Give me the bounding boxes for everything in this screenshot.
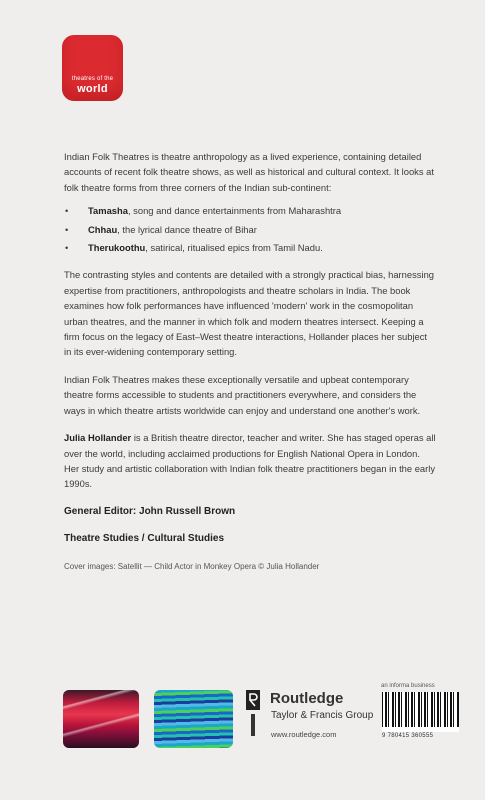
list-item bbox=[64, 240, 436, 255]
form-description: , satirical, ritualised epics from Tamil Nadu. bbox=[145, 242, 323, 254]
styles-paragraph: The contrasting styles and contents are detailed with a strongly practical bias, harnessing expertise from practitioners, anthropologists and theatre scholars in India. The book examines how folk performances have influenced 'modern' work in the cosmopolitan urban theatres, and the manner in which folk and modern theatres intersect. Keeping a firm focus on the legacy of East–West theatre interactions, Hollander places her subject in its ever-widening contemporary setting. bbox=[64, 269, 434, 358]
isbn-barcode bbox=[382, 692, 459, 732]
author-name: Julia Hollander bbox=[64, 432, 132, 444]
form-name: Therukoothu bbox=[88, 242, 146, 254]
publisher-name: Routledge bbox=[270, 690, 344, 707]
accessibility-paragraph: Indian Folk Theatres makes these exceptionally versatile and upbeat contemporary theatre forms accessible to students and practitioners everywhere, and considers the ways in which theatre artists worldwide can enjoy and understand one another's work. bbox=[64, 373, 421, 416]
logo-series-word: world bbox=[77, 83, 108, 95]
cover-photo-blue-textile bbox=[154, 690, 233, 748]
subject-categories: Theatre Studies / Cultural Studies bbox=[64, 533, 225, 545]
cover-credit: Cover images: Satellit — Child Actor in Monkey Opera © Julia Hollander bbox=[64, 561, 320, 571]
logo-series-line: theatres of the bbox=[71, 76, 114, 82]
isbn-digits: 9 780415 360555 bbox=[382, 733, 434, 739]
informa-tagline: an informa business bbox=[381, 683, 435, 689]
form-name: Tamasha bbox=[88, 205, 128, 217]
publisher-website: www.routledge.com bbox=[271, 730, 337, 739]
folk-forms-list bbox=[64, 203, 436, 255]
cover-photo-red-textile bbox=[63, 690, 139, 748]
publisher-group: Taylor & Francis Group bbox=[271, 710, 374, 721]
back-cover-text bbox=[64, 149, 436, 586]
form-description: , the lyrical dance theatre of Bihar bbox=[117, 223, 257, 235]
list-item bbox=[64, 203, 436, 218]
form-description: , song and dance entertainments from Maharashtra bbox=[127, 205, 342, 217]
list-item bbox=[64, 222, 436, 237]
general-editor: General Editor: John Russell Brown bbox=[64, 505, 236, 517]
intro-paragraph: Indian Folk Theatres is theatre anthropology as a lived experience, containing detailed accounts of recent folk theatre shows, as well as historical and cultural context. It looks at folk theatre forms from three corners of the Indian sub-continent: bbox=[64, 151, 434, 193]
author-bio-text: is a British theatre director, teacher and writer. She has staged operas all over the world, including acclaimed productions for English National Opera in London. Her study and artistic collaboration with Indian folk theatre practitioners began in the early 1990s. bbox=[64, 432, 436, 490]
author-bio bbox=[64, 430, 436, 492]
routledge-logo-icon bbox=[243, 690, 263, 738]
routledge-spine-bar bbox=[251, 714, 255, 736]
form-name: Chhau bbox=[88, 223, 118, 235]
theatres-of-the-world-logo bbox=[62, 35, 123, 101]
